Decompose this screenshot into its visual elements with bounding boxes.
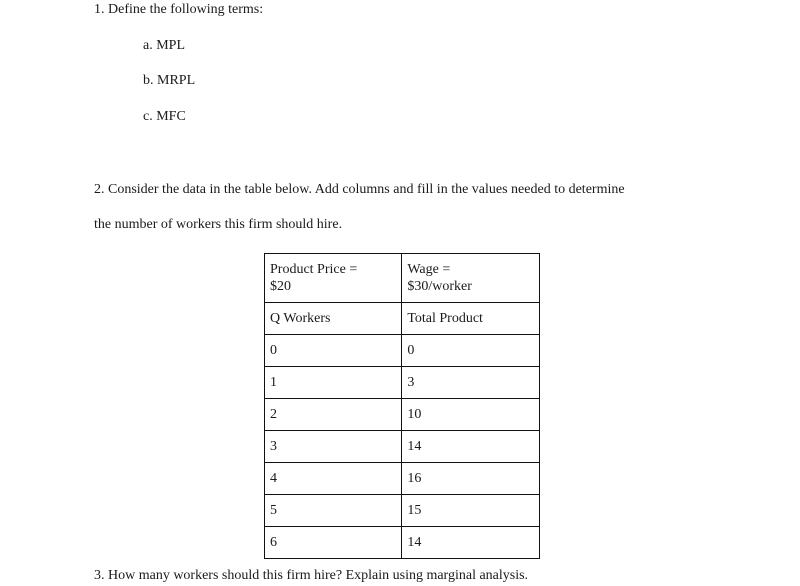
- product-price-value: $20: [270, 279, 291, 294]
- col-header-total-product: Total Product: [402, 303, 540, 335]
- total-product-cell: 3: [402, 367, 540, 399]
- table-row: [265, 495, 540, 527]
- total-product-cell: 10: [402, 399, 540, 431]
- term-mfc: c. MFC: [143, 109, 186, 124]
- total-product-cell: 16: [402, 463, 540, 495]
- table-row: [265, 527, 540, 559]
- total-product-cell: 15: [402, 495, 540, 527]
- workers-cell: 5: [265, 495, 402, 527]
- wage-cell: [402, 254, 540, 303]
- product-price-label: Product Price =: [270, 262, 358, 277]
- table-header-row: [265, 254, 540, 303]
- workers-cell: 6: [265, 527, 402, 559]
- wage-value: $30/worker: [407, 279, 472, 294]
- total-product-cell: 14: [402, 431, 540, 463]
- total-product-cell: 0: [402, 335, 540, 367]
- table-row: [265, 367, 540, 399]
- table-row: [265, 399, 540, 431]
- question-2-line-1: 2. Consider the data in the table below. Add columns and fill in the values needed to determine: [94, 182, 625, 197]
- workers-cell: 0: [265, 335, 402, 367]
- workers-cell: 2: [265, 399, 402, 431]
- table-row: [265, 463, 540, 495]
- question-1-prompt: 1. Define the following terms:: [94, 2, 264, 17]
- workers-cell: 1: [265, 367, 402, 399]
- product-price-cell: [265, 254, 402, 303]
- question-3-prompt: 3. How many workers should this firm hire? Explain using marginal analysis.: [94, 568, 529, 583]
- wage-label: Wage =: [407, 262, 451, 277]
- question-2-line-2: the number of workers this firm should hire.: [94, 217, 343, 232]
- table-row: [265, 431, 540, 463]
- table-column-headers: [265, 303, 540, 335]
- table-row: [265, 335, 540, 367]
- total-product-cell: 14: [402, 527, 540, 559]
- col-header-workers: Q Workers: [265, 303, 402, 335]
- term-mpl: a. MPL: [143, 38, 185, 53]
- production-table: [264, 253, 540, 559]
- term-mrpl: b. MRPL: [143, 73, 196, 88]
- workers-cell: 3: [265, 431, 402, 463]
- workers-cell: 4: [265, 463, 402, 495]
